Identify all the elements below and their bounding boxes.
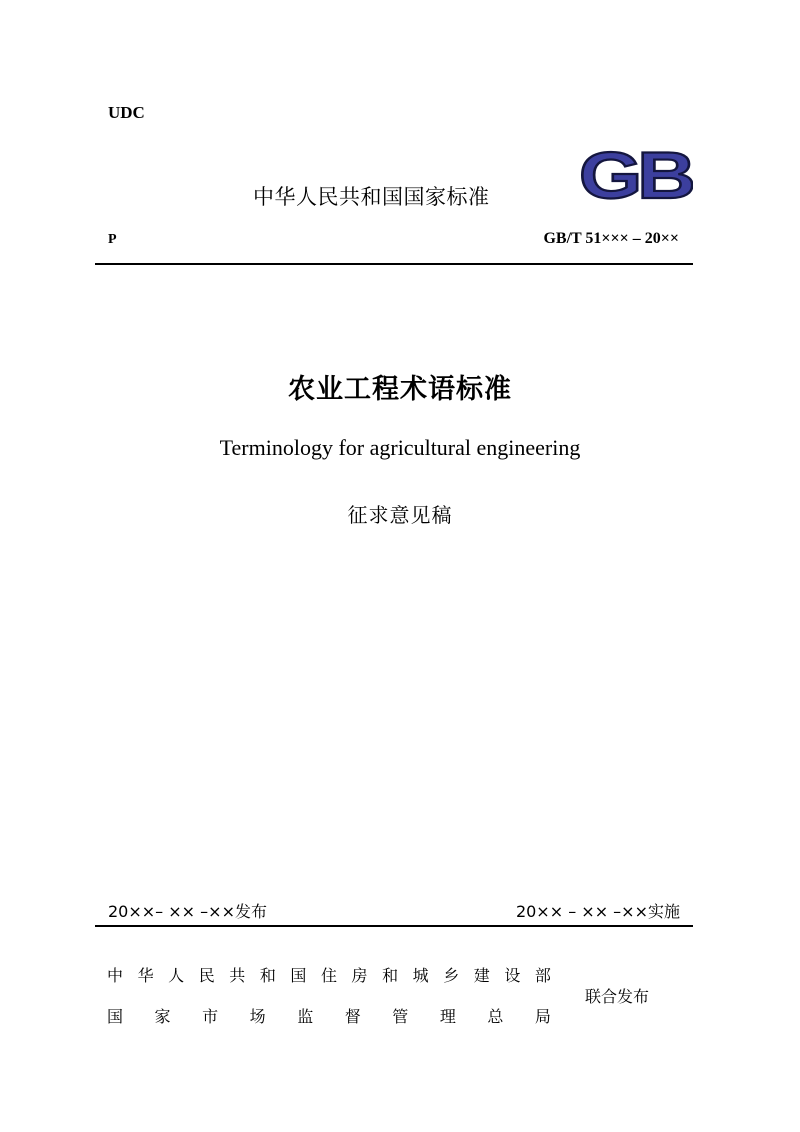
issuer_2-char: 督 <box>344 1007 361 1026</box>
issuer_1-char: 和 <box>259 966 276 985</box>
issuer_2-char: 总 <box>487 1007 504 1026</box>
footer-divider <box>95 925 693 927</box>
issuer_1-char: 房 <box>351 966 368 985</box>
issuer_2-char: 家 <box>154 1007 171 1026</box>
joint-release-label: 联合发布 <box>585 987 650 1006</box>
standard-type-heading: 中华人民共和国国家标准 <box>253 185 490 209</box>
issue-date: 20××– ×× –××发布 <box>108 902 267 921</box>
classification-code: P <box>108 232 117 247</box>
issuer_1-char: 部 <box>534 966 551 985</box>
issuer_1-char: 建 <box>473 966 490 985</box>
issuer_1-char: 华 <box>137 966 154 985</box>
issuer_2-char: 场 <box>249 1007 266 1026</box>
issuer_1-char: 中 <box>107 966 124 985</box>
draft-status-label: 征求意见稿 <box>347 503 453 527</box>
issuer_2-char: 理 <box>439 1007 456 1026</box>
standard-number: GB/T 51××× – 20×× <box>543 230 679 247</box>
header-divider <box>95 263 693 265</box>
issuer_2-char: 市 <box>202 1007 219 1026</box>
issuer_2-char: 局 <box>534 1007 551 1026</box>
issuer_1-char: 乡 <box>443 966 460 985</box>
document-title-english: Terminology for agricultural engineering <box>219 435 581 460</box>
issuer_1-char: 设 <box>504 966 521 985</box>
implementation-date: 20×× – ×× –××实施 <box>515 902 680 921</box>
gb-logo-text: GB <box>579 143 693 203</box>
issuer_1-char: 和 <box>382 966 399 985</box>
issuer_2-char: 监 <box>297 1007 314 1026</box>
issuer_1-char: 民 <box>198 966 215 985</box>
issuer_1-char: 共 <box>229 966 246 985</box>
document-title-chinese: 农业工程术语标准 <box>288 374 512 405</box>
issuer-ministry-housing <box>107 963 551 986</box>
issuer-market-regulation <box>107 1004 551 1027</box>
issuer_1-char: 国 <box>290 966 307 985</box>
issuer_2-char: 管 <box>392 1007 409 1026</box>
issuer_1-char: 住 <box>320 966 337 985</box>
issuer_1-char: 城 <box>412 966 429 985</box>
udc-label: UDC <box>108 103 145 122</box>
issuer_1-char: 人 <box>168 966 185 985</box>
gb-logo <box>577 143 693 203</box>
issuer_2-char: 国 <box>107 1007 124 1026</box>
